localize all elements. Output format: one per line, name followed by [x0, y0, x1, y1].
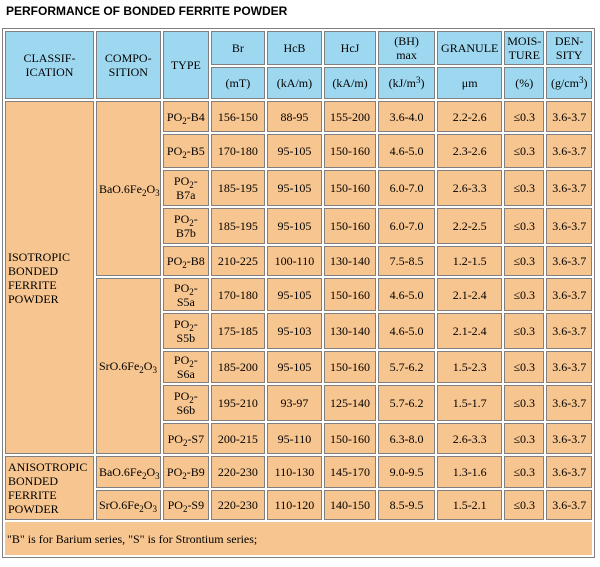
density-cell: 3.6-3.7: [546, 490, 592, 520]
moisture-cell: ≤0.3: [504, 456, 544, 488]
br-cell: 220-230: [211, 490, 265, 520]
br-cell: 175-185: [211, 313, 265, 349]
density-cell: 3.6-3.7: [546, 423, 592, 454]
hcj-cell: 150-160: [324, 278, 376, 311]
granule-cell: 1.2-1.5: [437, 246, 502, 276]
br-cell: 195-210: [211, 385, 265, 421]
bhmax-cell: 4.6-5.0: [378, 278, 436, 311]
header-row: [5, 31, 592, 65]
br-cell: 170-180: [211, 134, 265, 168]
hcb-cell: 100-110: [267, 246, 323, 276]
unit-density: $(g/cm^3)$: [546, 67, 592, 99]
granule-cell: 2.6-3.3: [437, 423, 502, 454]
br-cell: 185-195: [211, 208, 265, 244]
moisture-cell: ≤0.3: [504, 278, 544, 311]
moisture-cell: ≤0.3: [504, 134, 544, 168]
hcj-cell: 150-160: [324, 423, 376, 454]
density-cell: 3.6-3.7: [546, 385, 592, 421]
header-br: Br: [211, 31, 265, 65]
unit-bhmax: $(kJ/m^3)$: [378, 67, 436, 99]
bhmax-cell: 6.0-7.0: [378, 208, 436, 244]
composition-barium: $BaO.6Fe_2O_3$: [96, 101, 161, 276]
classification-anisotropic: ANISOTROPIC BONDED FERRITE POWDER: [5, 456, 94, 520]
br-cell: 220-230: [211, 456, 265, 488]
moisture-cell: ≤0.3: [504, 423, 544, 454]
type-cell: $PO_2-$ B7a: [163, 170, 209, 206]
hcb-cell: 95-105: [267, 170, 323, 206]
density-cell: 3.6-3.7: [546, 351, 592, 383]
header-moisture: MOIS- TURE: [504, 31, 544, 65]
composition-strontium: $SrO.6Fe_2O_3$: [96, 490, 161, 520]
composition-barium: $BaO.6Fe_2O_3$: [96, 456, 161, 488]
bhmax-cell: 3.6-4.0: [378, 101, 436, 132]
hcb-cell: 95-105: [267, 351, 323, 383]
granule-cell: 1.3-1.6: [437, 456, 502, 488]
ferrite-performance-table: [2, 28, 595, 558]
bhmax-cell: 4.6-5.0: [378, 134, 436, 168]
density-cell: 3.6-3.7: [546, 208, 592, 244]
moisture-cell: ≤0.3: [504, 246, 544, 276]
type-cell: $PO_2-S7$: [163, 423, 209, 454]
density-cell: 3.6-3.7: [546, 278, 592, 311]
unit-br: (mT): [211, 67, 265, 99]
br-cell: 210-225: [211, 246, 265, 276]
density-cell: 3.6-3.7: [546, 134, 592, 168]
footnote-row: [5, 522, 592, 555]
br-cell: 185-195: [211, 170, 265, 206]
bhmax-cell: 5.7-6.2: [378, 385, 436, 421]
density-cell: 3.6-3.7: [546, 101, 592, 132]
unit-moisture: (%): [504, 67, 544, 99]
br-cell: 170-180: [211, 278, 265, 311]
type-cell: $PO_2-B9$: [163, 456, 209, 488]
granule-cell: 1.5-2.1: [437, 490, 502, 520]
br-cell: 156-150: [211, 101, 265, 132]
type-cell: $PO_2-$ S5b: [163, 313, 209, 349]
bhmax-cell: 7.5-8.5: [378, 246, 436, 276]
granule-cell: 2.1-2.4: [437, 278, 502, 311]
granule-cell: 2.2-2.5: [437, 208, 502, 244]
classification-isotropic: ISOTROPIC BONDED FERRITE POWDER: [5, 101, 94, 454]
header-density: DEN- SITY: [546, 31, 592, 65]
type-cell: $PO_2-S6a$: [163, 351, 209, 383]
moisture-cell: ≤0.3: [504, 101, 544, 132]
hcj-cell: 150-160: [324, 351, 376, 383]
page-title: PERFORMANCE OF BONDED FERRITE POWDER: [6, 4, 288, 18]
br-cell: 200-215: [211, 423, 265, 454]
granule-cell: 2.3-2.6: [437, 134, 502, 168]
density-cell: 3.6-3.7: [546, 313, 592, 349]
moisture-cell: ≤0.3: [504, 170, 544, 206]
hcj-cell: 130-140: [324, 313, 376, 349]
hcb-cell: 110-130: [267, 456, 323, 488]
hcb-cell: 110-120: [267, 490, 323, 520]
header-classification: CLASSIF- ICATION: [5, 31, 94, 99]
type-cell: $PO_2-S5a$: [163, 278, 209, 311]
granule-cell: 2.6-3.3: [437, 170, 502, 206]
hcb-cell: 93-97: [267, 385, 323, 421]
unit-granule: μm: [437, 67, 502, 99]
bhmax-cell: 6.3-8.0: [378, 423, 436, 454]
moisture-cell: ≤0.3: [504, 351, 544, 383]
footnote: "B" is for Barium series, "S" is for Strontium series;: [5, 522, 592, 555]
bhmax-cell: 9.0-9.5: [378, 456, 436, 488]
type-cell: $PO_2-$ S6b: [163, 385, 209, 421]
unit-hcb: (kA/m): [267, 67, 323, 99]
hcb-cell: 95-105: [267, 278, 323, 311]
table-row: [5, 456, 592, 488]
hcj-cell: 130-140: [324, 246, 376, 276]
type-cell: $PO_2-B4$: [163, 101, 209, 132]
unit-hcj: (kA/m): [324, 67, 376, 99]
hcb-cell: 95-105: [267, 208, 323, 244]
moisture-cell: ≤0.3: [504, 385, 544, 421]
type-cell: $PO_2-S9$: [163, 490, 209, 520]
granule-cell: 2.2-2.6: [437, 101, 502, 132]
bhmax-cell: 4.6-5.0: [378, 313, 436, 349]
header-composition: COMPO- SITION: [96, 31, 161, 99]
hcb-cell: 88-95: [267, 101, 323, 132]
type-cell: $PO_2-B5$: [163, 134, 209, 168]
hcb-cell: 95-110: [267, 423, 323, 454]
granule-cell: 1.5-2.3: [437, 351, 502, 383]
hcj-cell: 150-160: [324, 170, 376, 206]
header-granule: GRANULE: [437, 31, 502, 65]
header-type: TYPE: [163, 31, 209, 99]
bhmax-cell: 5.7-6.2: [378, 351, 436, 383]
hcj-cell: 150-160: [324, 208, 376, 244]
hcj-cell: 155-200: [324, 101, 376, 132]
bhmax-cell: 8.5-9.5: [378, 490, 436, 520]
hcb-cell: 95-105: [267, 134, 323, 168]
hcj-cell: 125-140: [324, 385, 376, 421]
moisture-cell: ≤0.3: [504, 313, 544, 349]
header-bhmax: (BH) max: [378, 31, 436, 65]
composition-strontium: $SrO.6Fe_2O_3$: [96, 278, 161, 454]
header-hcb: HcB: [267, 31, 323, 65]
header-hcj: HcJ: [324, 31, 376, 65]
granule-cell: 1.5-1.7: [437, 385, 502, 421]
hcb-cell: 95-103: [267, 313, 323, 349]
type-cell: $PO_2-$ B7b: [163, 208, 209, 244]
moisture-cell: ≤0.3: [504, 208, 544, 244]
bhmax-cell: 6.0-7.0: [378, 170, 436, 206]
hcj-cell: 140-150: [324, 490, 376, 520]
density-cell: 3.6-3.7: [546, 456, 592, 488]
density-cell: 3.6-3.7: [546, 170, 592, 206]
table-row: [5, 101, 592, 132]
granule-cell: 2.1-2.4: [437, 313, 502, 349]
br-cell: 185-200: [211, 351, 265, 383]
moisture-cell: ≤0.3: [504, 490, 544, 520]
hcj-cell: 145-170: [324, 456, 376, 488]
type-cell: $PO_2-B8$: [163, 246, 209, 276]
density-cell: 3.6-3.7: [546, 246, 592, 276]
hcj-cell: 150-160: [324, 134, 376, 168]
